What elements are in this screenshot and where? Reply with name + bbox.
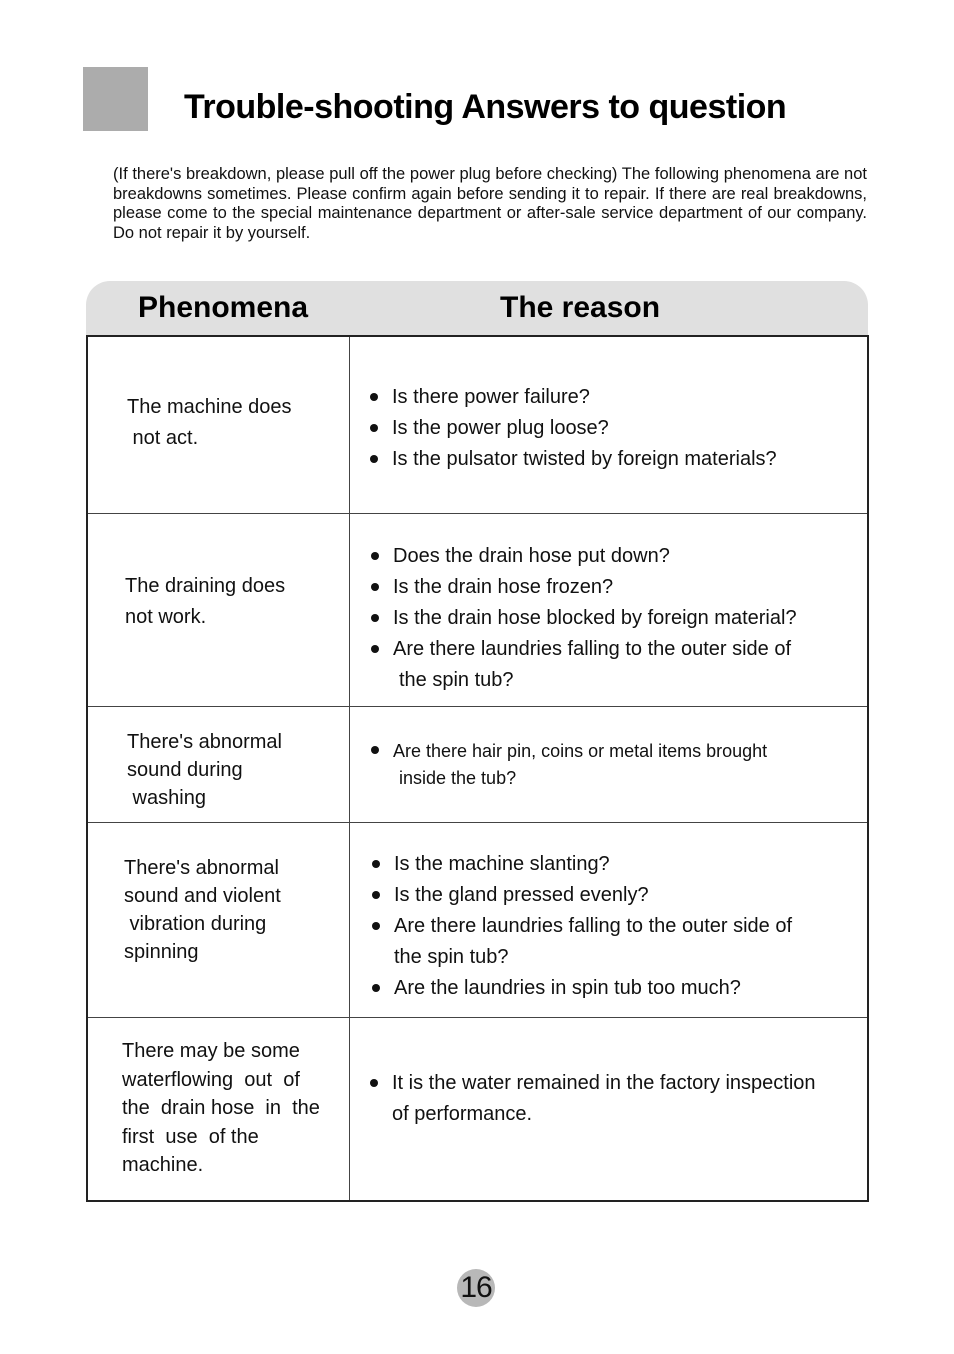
row-1-reasons xyxy=(364,382,777,475)
phenomena-line: The machine does xyxy=(127,396,292,418)
reason-item xyxy=(365,738,767,792)
reason-continuation: the spin tub? xyxy=(399,669,514,691)
header-gray-square xyxy=(83,67,148,131)
reason-line: Are there laundries falling to the outer side of xyxy=(393,638,792,660)
row-5-phenomena xyxy=(122,1037,320,1180)
reason-item: Does the drain hose put down? xyxy=(365,541,797,572)
phenomena-line: not act. xyxy=(127,427,199,449)
row-5-reasons xyxy=(364,1068,816,1130)
reason-line: Are there hair pin, coins or metal items brought xyxy=(393,741,768,761)
row-divider xyxy=(88,1017,867,1018)
reason-item: Is there power failure? xyxy=(364,382,777,413)
reason-item: Is the gland pressed evenly? xyxy=(366,880,792,911)
page-number: 16 xyxy=(457,1269,495,1307)
reason-item: Are the laundries in spin tub too much? xyxy=(366,973,792,1004)
row-4-reasons xyxy=(366,849,792,1004)
row-divider xyxy=(88,706,867,707)
phenomena-line: There's abnormal xyxy=(124,857,279,879)
phenomena-line: vibration during xyxy=(124,913,267,935)
phenomena-line: There may be some xyxy=(122,1040,300,1062)
header-reason: The reason xyxy=(500,291,661,324)
phenomena-line: There's abnormal xyxy=(127,731,282,753)
reason-line: Are there laundries falling to the outer side of xyxy=(394,915,793,937)
header-phenomena: Phenomena xyxy=(138,291,309,324)
row-2-phenomena xyxy=(125,571,285,633)
reason-item: Is the power plug loose? xyxy=(364,413,777,444)
phenomena-line: spinning xyxy=(124,941,199,963)
row-2-reasons xyxy=(365,541,797,696)
intro-paragraph: (If there's breakdown, please pull off the power plug before checking) The following phenomena are not breakdowns sometimes. Please confirm again before sending it to repair. If there are real breakdowns, please come to the special maintenance department or after-sale service department of our company. Do not repair it by yourself. xyxy=(113,165,867,242)
phenomena-line: sound during xyxy=(127,759,243,781)
reason-item xyxy=(366,911,792,973)
reason-continuation: of performance. xyxy=(392,1103,533,1125)
row-divider xyxy=(88,513,867,514)
row-1-phenomena xyxy=(127,392,292,454)
phenomena-line: machine. xyxy=(122,1154,204,1176)
reason-item: Is the drain hose frozen? xyxy=(365,572,797,603)
reason-continuation: the spin tub? xyxy=(394,946,509,968)
row-4-phenomena xyxy=(124,854,281,966)
phenomena-line: the drain hose in the xyxy=(122,1097,320,1119)
reason-item: Is the drain hose blocked by foreign material? xyxy=(365,603,797,634)
column-divider xyxy=(349,337,350,1200)
phenomena-line: first use of the xyxy=(122,1125,259,1148)
reason-item xyxy=(364,1068,816,1130)
reason-line: It is the water remained in the factory inspection xyxy=(392,1072,816,1094)
page-title: Trouble-shooting Answers to question xyxy=(184,88,787,126)
troubleshooting-table xyxy=(86,335,869,1202)
reason-item: Is the pulsator twisted by foreign materials? xyxy=(364,444,777,475)
row-divider xyxy=(88,822,867,823)
reason-item: Is the machine slanting? xyxy=(366,849,792,880)
reason-item xyxy=(365,634,797,696)
phenomena-line: waterflowing out of xyxy=(122,1068,300,1091)
phenomena-line: The draining does xyxy=(125,575,286,597)
row-3-phenomena xyxy=(127,728,282,812)
phenomena-line: not work. xyxy=(125,606,207,628)
phenomena-line: sound and violent xyxy=(124,885,281,907)
reason-continuation: inside the tub? xyxy=(399,768,517,788)
phenomena-line: washing xyxy=(127,787,206,809)
row-3-reasons xyxy=(365,738,767,792)
